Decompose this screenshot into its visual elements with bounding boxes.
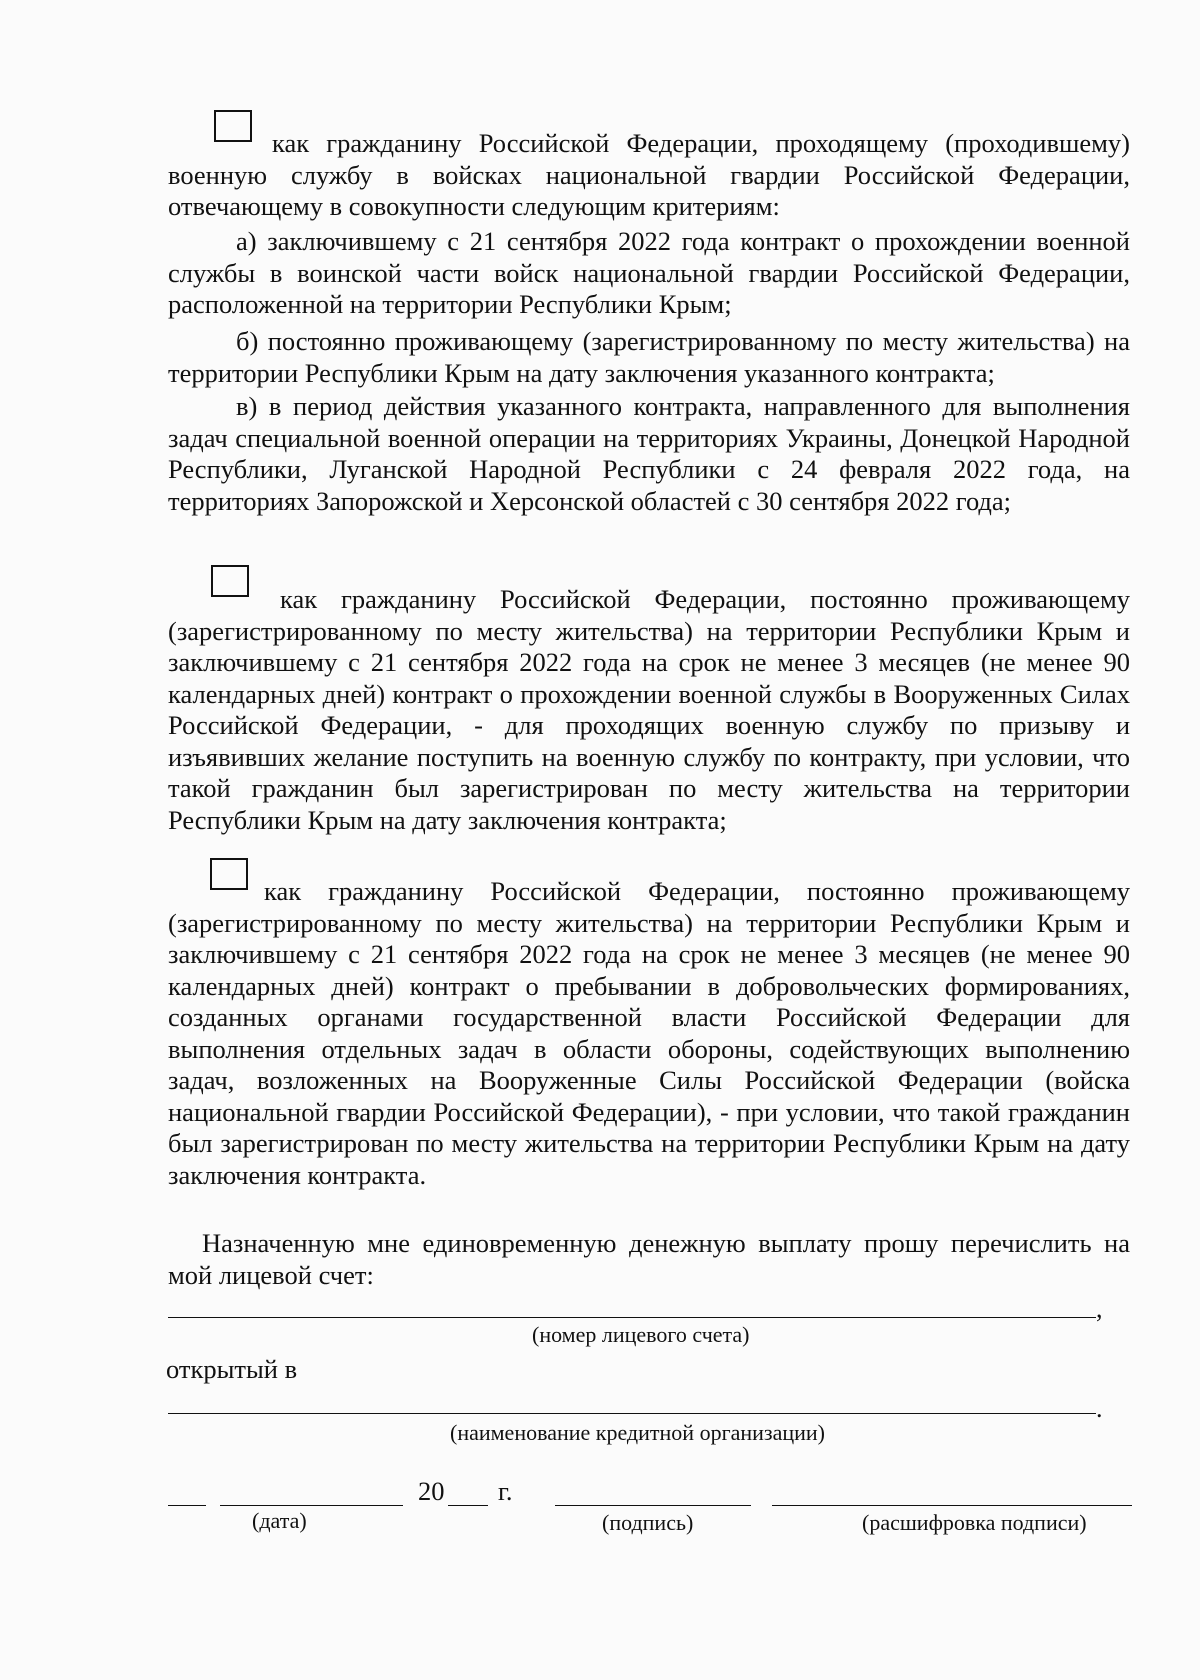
opened-in-label: открытый в [166, 1354, 298, 1384]
year-suffix: г. [498, 1476, 513, 1506]
payment-request: Назначенную мне единовременную денежную выплату прошу перечислить на мой лицевой счет: [168, 1228, 1130, 1290]
option1-criterion-c: в) в период действия указанного контракта, направленного для выполнения задач специальной военной операции на территориях Украины, Донецкой Народной Республики, Луганской Народной Республики с 24 февраля 2022 года, на территориях Запорожской и Херсонской областей с 30 сентября 2022 года; [168, 391, 1130, 516]
bank-name-line[interactable] [168, 1413, 1096, 1414]
signature-line[interactable] [555, 1505, 751, 1506]
option1-criterion-a: а) заключившему с 21 сентября 2022 года контракт о прохождении военной службы в воинской части войск национальной гвардии Российской Федерации, расположенной на территории Республики Крым; [168, 226, 1130, 319]
bank-trailing-period: . [1096, 1394, 1103, 1423]
year-line[interactable] [448, 1505, 488, 1506]
option2-text: как гражданину Российской Федерации, постоянно проживающему (зарегистрированному по месту жительства) на территории Республики Крым и заключившему с 21 сентября 2022 года на срок не менее 3 месяцев (не менее 90 календарных дней) контракт о прохождении военной службы в Вооруженных Силах Российской Федерации, - для проходящих военную службу по призыву и изъявивших желание поступить на военную службу по контракту, при условии, что такой гражданин был зарегистрирован по месту жительства на территории Республики Крым на дату заключения контракта; [168, 584, 1130, 835]
option3-text: как гражданину Российской Федерации, постоянно проживающему (зарегистрированному по месту жительства) на территории Республики Крым и заключившему с 21 сентября 2022 года на срок не менее 3 месяцев (не менее 90 календарных дней) контракт о пребывании в добровольческих формированиях, созданных органами государственной власти Российской Федерации для выполнения отдельных задач в области обороны, содействующих выполнению задач, возложенных на Вооруженные Силы Российской Федерации (войска национальной гвардии Российской Федерации), - при условии, что такой гражданин был зарегистрирован по месту жительства на территории Республики Крым на дату заключения контракта. [168, 876, 1130, 1190]
signature-caption: (подпись) [602, 1510, 694, 1535]
bank-name-caption: (наименование кредитной организации) [450, 1420, 825, 1445]
year-prefix: 20 [418, 1476, 445, 1506]
signature-decoding-caption: (расшифровка подписи) [862, 1510, 1087, 1535]
date-month-line[interactable] [220, 1505, 403, 1506]
account-trailing-comma: , [1096, 1294, 1103, 1323]
date-caption: (дата) [252, 1508, 307, 1533]
signature-decoding-line[interactable] [772, 1505, 1132, 1506]
option1-intro: как гражданину Российской Федерации, проходящему (проходившему) военную службу в войсках национальной гвардии Российской Федерации, отвечающему в совокупности следующим критериям: [168, 128, 1130, 221]
account-number-caption: (номер лицевого счета) [532, 1322, 750, 1347]
option1-criterion-b: б) постоянно проживающему (зарегистрированному по месту жительства) на территории Республики Крым на дату заключения указанного контракта; [168, 326, 1130, 388]
date-day-line[interactable] [168, 1505, 206, 1506]
account-number-line[interactable] [168, 1317, 1096, 1318]
